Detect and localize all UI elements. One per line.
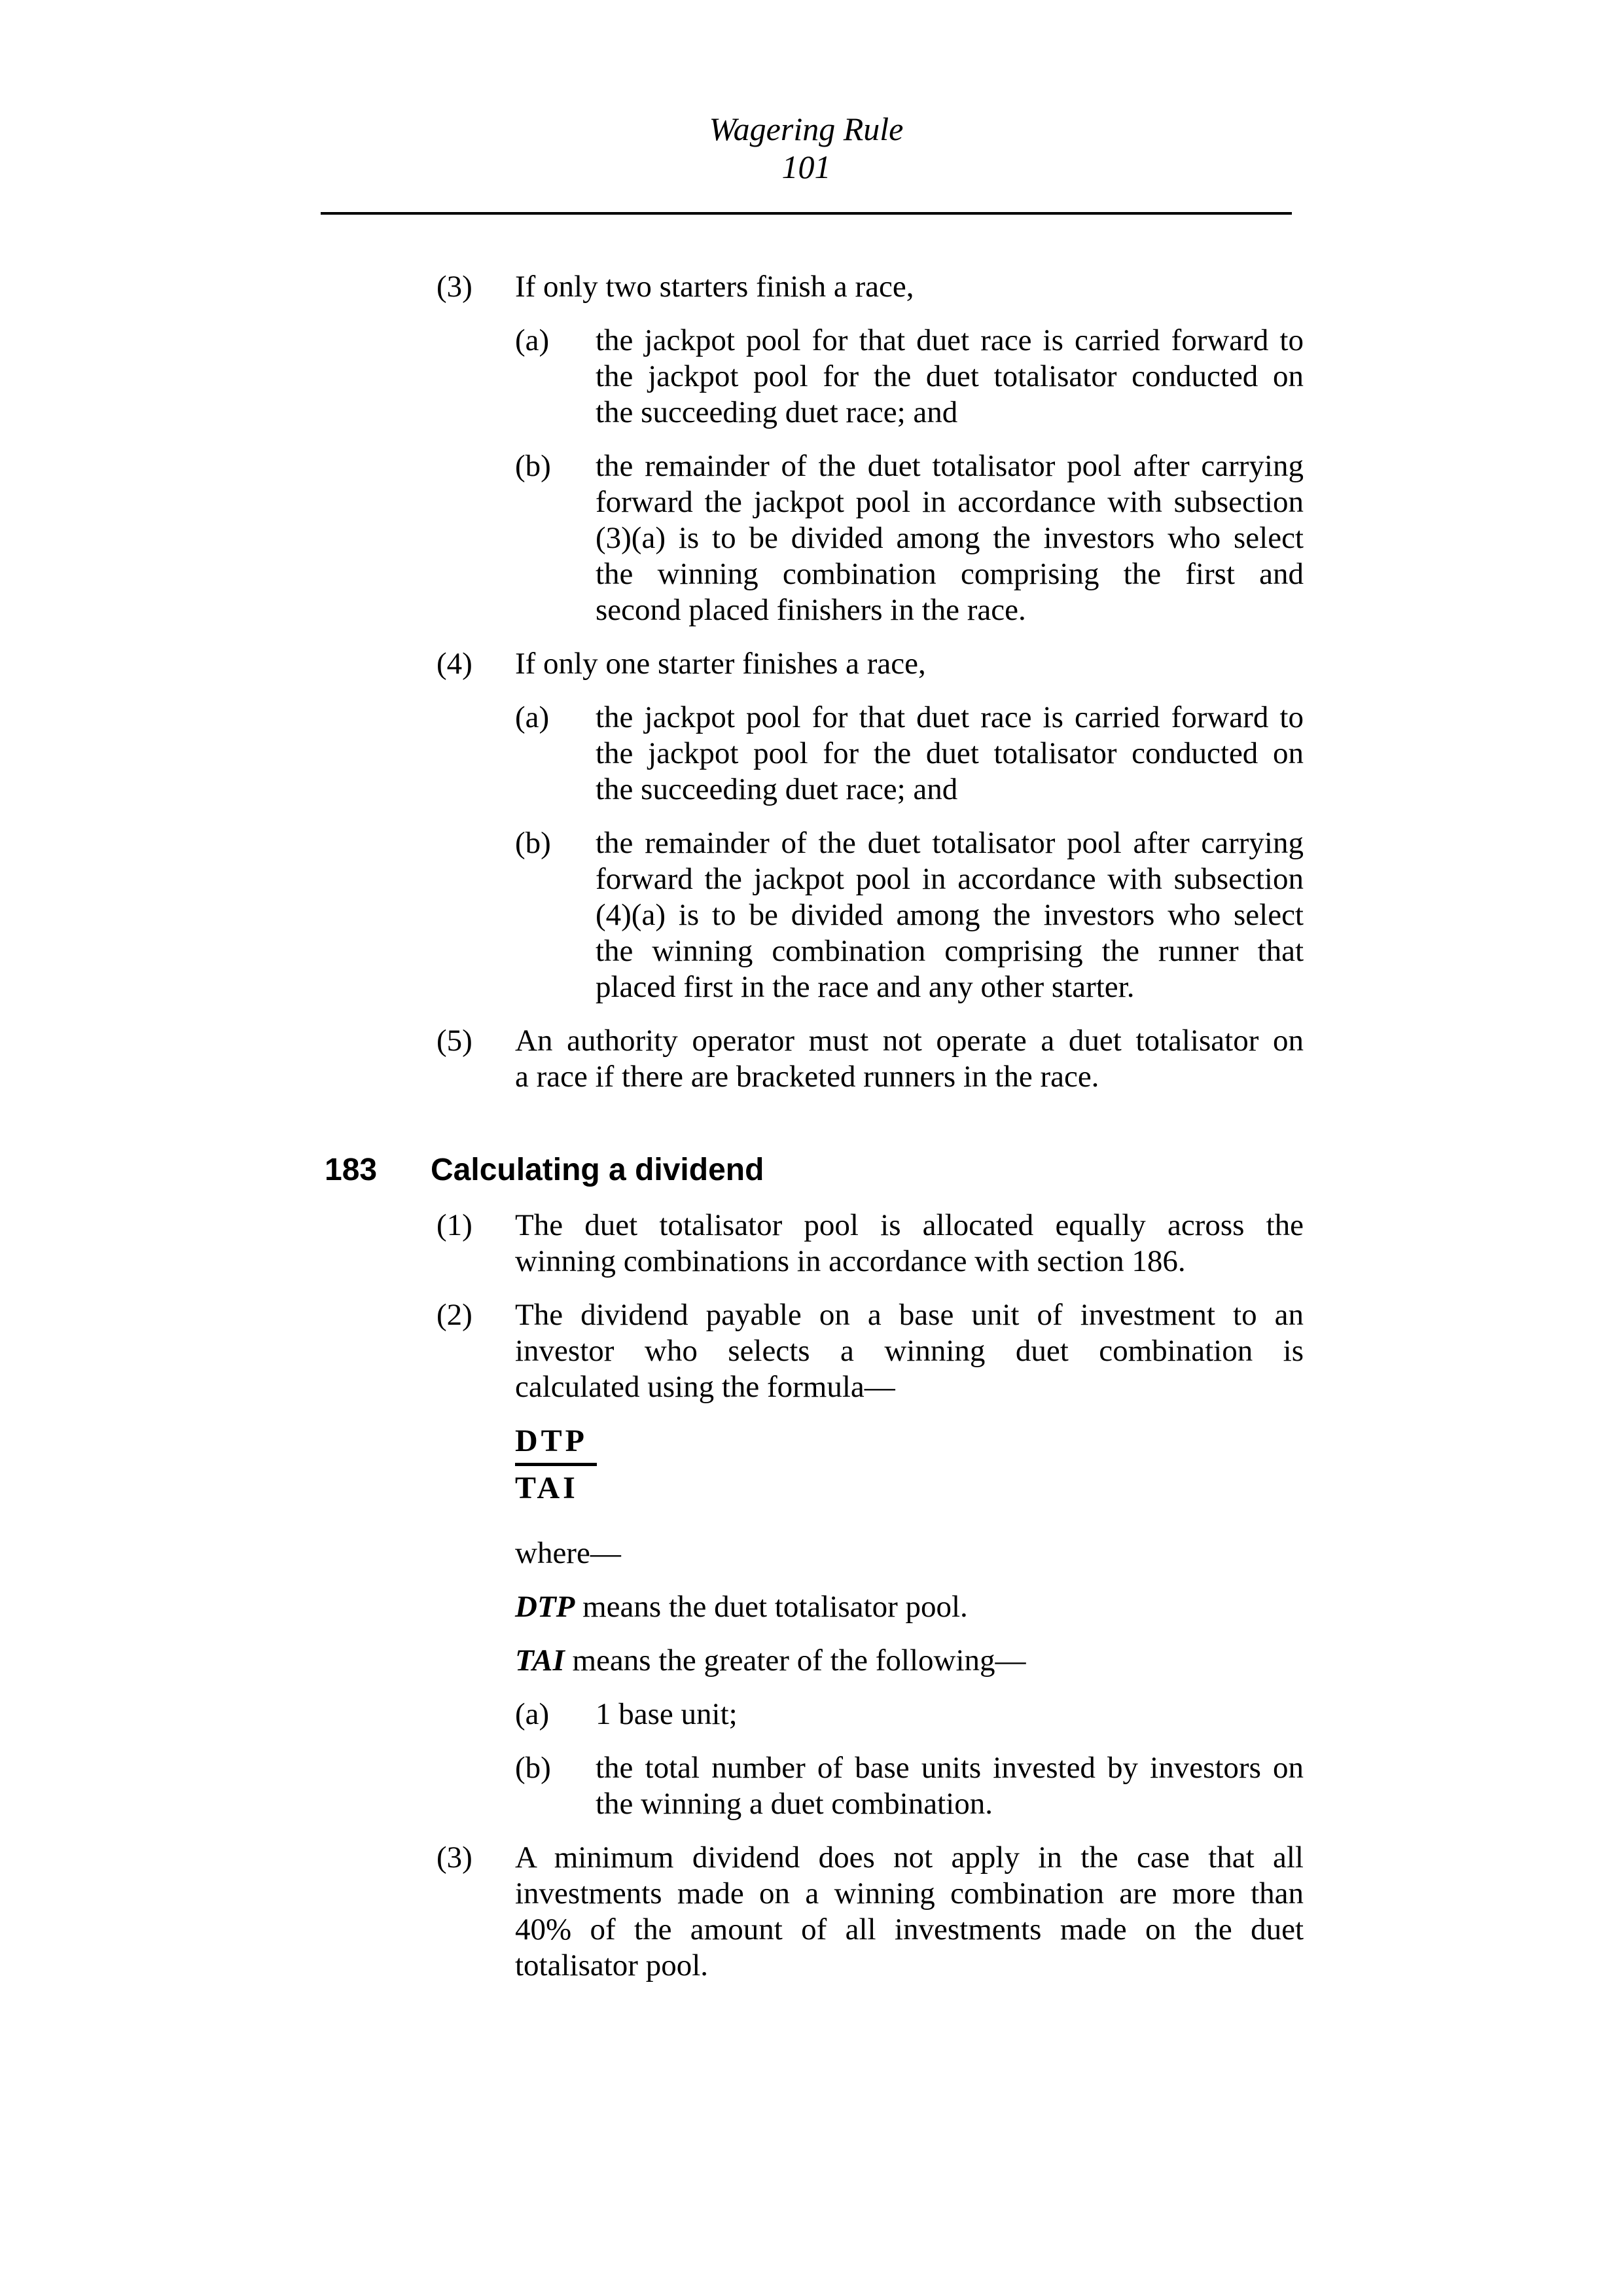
clause-line: the winning combination comprising the first and (596, 557, 1304, 591)
clause-line: the jackpot pool for that duet race is carried forward to (596, 323, 1304, 357)
clause-paragraph (515, 825, 1623, 1005)
term-definition (515, 1643, 1304, 1679)
clause-paragraph (515, 700, 1623, 808)
clause-line: placed first in the race and any other starter. (596, 970, 1135, 1004)
definition-term: TAI (515, 1643, 565, 1677)
clause-line: The dividend payable on a base unit of investment to an (515, 1298, 1304, 1332)
clause-line: second placed finishers in the race. (596, 593, 1026, 627)
clause-line: the remainder of the duet totalisator pool after carrying (596, 449, 1304, 483)
clause-line: If only two starters finish a race, (515, 270, 914, 304)
clause-marker: (a) (515, 700, 550, 734)
clause-line: The duet totalisator pool is allocated equally across the (515, 1208, 1304, 1242)
dividend-formula (515, 1423, 1623, 1506)
section-number: 183 (325, 1153, 378, 1187)
clause-line: the jackpot pool for the duet totalisator conducted on (596, 359, 1304, 393)
clause-line: (4)(a) is to be divided among the investors who select (596, 898, 1304, 932)
clause-marker: (a) (515, 1697, 550, 1731)
document-title: Wagering Rule (709, 111, 904, 147)
clause-paragraph (515, 1750, 1623, 1822)
clause-text (596, 700, 1304, 808)
clause-paragraph (515, 323, 1623, 431)
clause-paragraph (437, 646, 1623, 682)
page-number: 101 (781, 149, 831, 185)
clause-marker: (3) (437, 270, 473, 304)
plain-line: where— (515, 1536, 621, 1570)
clause-paragraph (437, 269, 1623, 305)
clause-line: forward the jackpot pool in accordance with subsection (596, 485, 1304, 519)
clause-marker: (3) (437, 1840, 473, 1874)
definition-text: means the duet totalisator pool. (575, 1590, 968, 1624)
section-title: Calculating a dividend (431, 1153, 764, 1187)
clause-line: forward the jackpot pool in accordance with subsection (596, 862, 1304, 896)
clause-line: a race if there are bracketed runners in the race. (515, 1060, 1099, 1094)
clause-text (515, 1208, 1304, 1280)
clause-marker: (b) (515, 826, 551, 860)
clause-marker: (a) (515, 323, 550, 357)
clause-paragraph (437, 1297, 1623, 1405)
document-body (0, 269, 1623, 1984)
clause-line: the succeeding duet race; and (596, 772, 958, 806)
clause-marker: (2) (437, 1298, 473, 1332)
clause-paragraph (515, 448, 1623, 628)
clause-line: (3)(a) is to be divided among the investors who select (596, 521, 1304, 555)
formula-numerator: DTP (515, 1424, 588, 1458)
clause-line: An authority operator must not operate a duet totalisator on (515, 1024, 1304, 1058)
section-heading (325, 1152, 1623, 1188)
formula-denominator: TAI (515, 1471, 579, 1505)
clause-text (596, 1696, 1304, 1732)
clause-line: the total number of base units invested by investors on (596, 1751, 1304, 1785)
clause-line: investor who selects a winning duet combination is (515, 1334, 1304, 1368)
clause-marker: (1) (437, 1208, 473, 1242)
clause-line: If only one starter finishes a race, (515, 647, 926, 681)
clause-text (596, 448, 1304, 628)
clause-line: the remainder of the duet totalisator pool after carrying (596, 826, 1304, 860)
definition-text: means the greater of the following— (564, 1643, 1026, 1677)
clause-line: totalisator pool. (515, 1948, 709, 1982)
clause-line: the succeeding duet race; and (596, 395, 958, 429)
clause-marker: (b) (515, 449, 551, 483)
clause-line: the jackpot pool for the duet totalisator conducted on (596, 736, 1304, 770)
clause-text (596, 825, 1304, 1005)
clause-paragraph (437, 1023, 1623, 1095)
header-rule-line (321, 212, 1292, 215)
clause-line: 1 base unit; (596, 1697, 738, 1731)
clause-marker: (5) (437, 1024, 473, 1058)
clause-line: calculated using the formula— (515, 1370, 895, 1404)
clause-paragraph (437, 1840, 1623, 1984)
clause-line: winning combinations in accordance with section 186. (515, 1244, 1186, 1278)
clause-text (515, 1297, 1304, 1405)
clause-marker: (4) (437, 647, 473, 681)
clause-marker: (b) (515, 1751, 551, 1785)
clause-line: the jackpot pool for that duet race is carried forward to (596, 700, 1304, 734)
clause-line: the winning a duet combination. (596, 1787, 993, 1821)
clause-text (515, 1840, 1304, 1984)
formula-fraction-bar (515, 1463, 597, 1466)
definition-term: DTP (515, 1590, 575, 1624)
clause-line: 40% of the amount of all investments made on the duet (515, 1912, 1304, 1946)
clause-line: A minimum dividend does not apply in the case that all (515, 1840, 1304, 1874)
clause-text (515, 269, 1304, 305)
clause-paragraph (515, 1696, 1623, 1732)
clause-text (596, 1750, 1304, 1822)
clause-text (515, 646, 1304, 682)
clause-line: the winning combination comprising the runner that (596, 934, 1304, 968)
term-definition (515, 1589, 1304, 1625)
clause-text (596, 323, 1304, 431)
clause-line: investments made on a winning combination are more than (515, 1876, 1304, 1910)
clause-paragraph (437, 1208, 1623, 1280)
clause-text (515, 1023, 1304, 1095)
document-header (321, 0, 1292, 186)
